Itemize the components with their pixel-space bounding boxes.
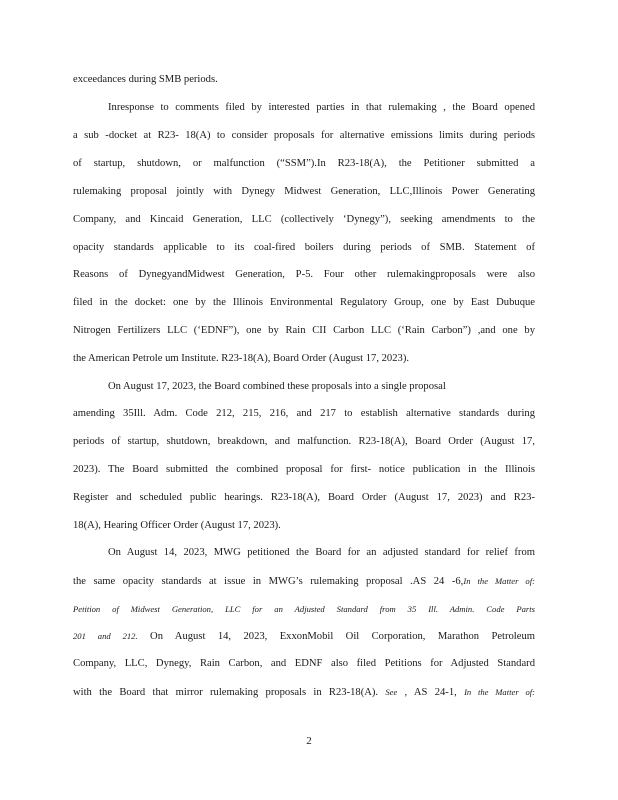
text-line: a sub -docket at R23- 18(A) to consider proposals for alternative emissions limits during periods bbox=[73, 130, 535, 141]
text-line: Company, LLC, Dynegy, Rain Carbon, and EDNF also filed Petitions for Adjusted Standard bbox=[73, 658, 535, 669]
text-segment: On August 14, 2023, ExxonMobil Oil Corporation, Marathon Petroleum bbox=[137, 631, 535, 642]
text-line: of startup, shutdown, or malfunction (“SSM”).In R23-18(A), the Petitioner submitted a bbox=[73, 158, 535, 169]
text-line: the American Petrole um Institute. R23-18(A), Board Order (August 17, 2023). bbox=[73, 353, 409, 364]
case-title-italic: In the Matter of: bbox=[463, 576, 535, 586]
text-line: amending 35Ill. Adm. Code 212, 215, 216, and 217 to establish alternative standards during bbox=[73, 408, 535, 419]
text-line: Company, and Kincaid Generation, LLC (collectively ‘Dynegy”), seeking amendments to the bbox=[73, 214, 535, 225]
text-line: On August 17, 2023, the Board combined these proposals into a single proposal bbox=[108, 381, 446, 392]
text-line: On August 14, 2023, MWG petitioned the Board for an adjusted standard for relief from bbox=[108, 547, 535, 558]
text-line bbox=[73, 629, 535, 644]
text-segment: with the Board that mirror rulemaking proposals in R23-18(A). bbox=[73, 687, 386, 698]
text-line bbox=[73, 685, 535, 700]
text-line: opacity standards applicable to its coal-fired boilers during periods of SMB. Statement of bbox=[73, 242, 535, 253]
text-line: filed in the docket: one by the Illinois Environmental Regulatory Group, one by East Dubuque bbox=[73, 297, 535, 308]
text-line: Register and scheduled public hearings. R23-18(A), Board Order (August 17, 2023) and R23- bbox=[73, 492, 535, 503]
text-line: Nitrogen Fertilizers LLC (‘EDNF”), one by Rain CII Carbon LLC (‘Rain Carbon”) ,and one by bbox=[73, 325, 535, 336]
text-line: periods of startup, shutdown, breakdown, and malfunction. R23-18(A), Board Order (August 17, bbox=[73, 436, 535, 447]
text-segment: , AS 24-1, bbox=[397, 687, 465, 698]
text-line: rulemaking proposal jointly with Dynegy Midwest Generation, LLC,Illinois Power Generating bbox=[73, 186, 535, 197]
page-number: 2 bbox=[306, 735, 312, 747]
text-line: Inresponse to comments filed by interested parties in that rulemaking , the Board opened bbox=[108, 102, 535, 113]
case-title-italic: 201 and 212. bbox=[73, 631, 138, 641]
text-segment: the same opacity standards at issue in MWG’s rulemaking proposal .AS 24 -6, bbox=[73, 576, 464, 587]
case-title-italic: In the Matter of: bbox=[464, 687, 535, 697]
text-line: exceedances during SMB periods. bbox=[73, 74, 218, 85]
text-line: 18(A), Hearing Officer Order (August 17, 2023). bbox=[73, 520, 281, 531]
text-line: 2023). The Board submitted the combined proposal for first- notice publication in the Illinois bbox=[73, 464, 535, 475]
text-line: Reasons of DynegyandMidwest Generation, P-5. Four other rulemakingproposals were also bbox=[73, 269, 535, 280]
case-title-italic: Petition of Midwest Generation, LLC for an Adjusted Standard from 35 Ill. Admin. Code Parts bbox=[73, 604, 535, 614]
see-signal-italic: See bbox=[385, 687, 398, 697]
text-line bbox=[73, 574, 535, 589]
